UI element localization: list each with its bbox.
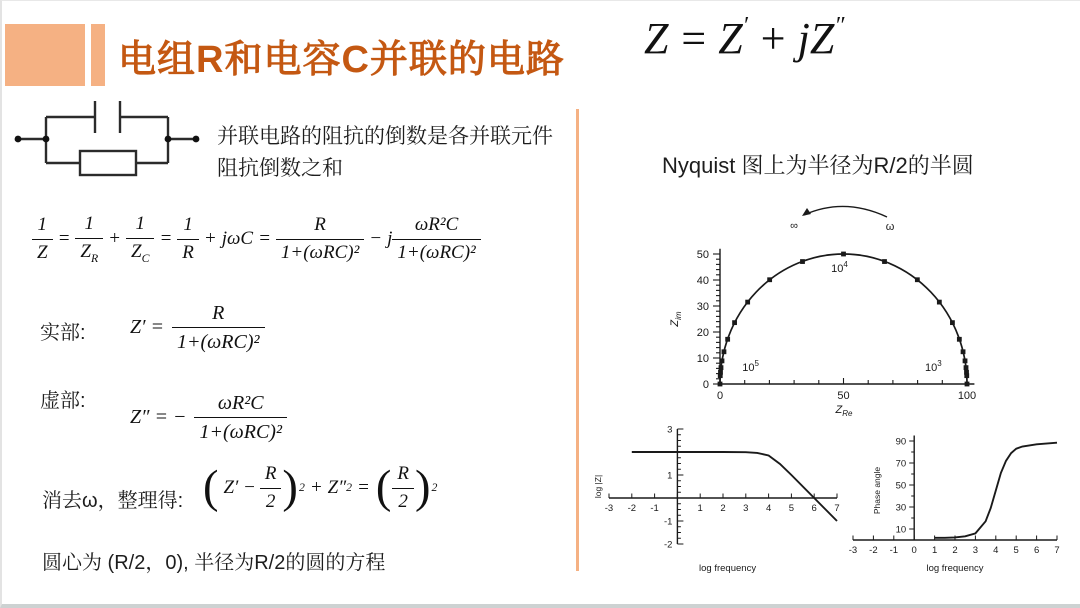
svg-text:-2: -2 [627,503,637,514]
svg-text:2: 2 [720,503,726,514]
math-token: Z″ [327,477,347,499]
svg-text:50: 50 [837,390,850,402]
fraction: $\frac{R}{\text{1+(ωRC)²}}$ [172,301,265,354]
real-part-label: 实部: [40,322,86,344]
nyquist-plot [652,189,1072,426]
parallel-rc-circuit-diagram [10,99,210,184]
operator: = [258,228,271,250]
page-title: 电组R和电容C并联的电路 [118,39,565,81]
impedance-definition-formula [644,13,844,64]
fraction: $\frac{\text{ωR²C}}{\text{1+(ωRC)²}}$ [392,214,480,265]
svg-text:-1: -1 [663,516,673,528]
operator: + [203,228,217,250]
math-token: j [387,228,393,250]
svg-text:-3: -3 [604,503,614,514]
math-token: = [678,14,709,63]
section-divider [576,109,579,571]
bode-phase-plot [845,419,1080,587]
svg-text:105: $10^5$ [742,359,759,374]
exponent: 2 [346,481,353,495]
left-terminal-dot [15,136,22,143]
math-token: ′ [742,13,748,39]
main-impedance-equation [32,213,481,266]
svg-text:1: 1 [667,470,673,482]
real-part-equation [130,301,265,354]
math-token: Z′ = [130,316,164,338]
circle-note: 圆心为 (R/2，0), 半径为R/2的圆的方程 [42,552,386,574]
svg-text:5: 5 [1013,545,1019,556]
operator: = [357,477,370,499]
fraction: $\frac{\text{ωR²C}}{\text{1+(ωRC)²}}$ [194,391,287,444]
imaginary-part-label: 虚部: [40,390,86,412]
circle-equation: ( Z′ − $\frac{R}{2}$ ) 2 + Z″ 2 = ( $\frac{R}{2}$ ) 2 [203,462,438,514]
math-token: Z″ = − [130,406,187,428]
fraction: $\frac{R}{\text{1+(ωRC)²}}$ [276,214,364,265]
svg-text:ω: ω [885,221,895,233]
svg-text:4: 4 [765,503,772,514]
svg-text:4: 4 [993,545,999,556]
svg-text:-1: -1 [889,545,899,556]
operator: = [159,228,173,250]
svg-text:-2: -2 [869,545,878,556]
svg-text:Zim: $Z_{im}$ [669,311,683,327]
math-token: + [757,14,788,63]
fraction: $\frac{1}{R}$ [177,214,199,265]
math-token: ″ [834,13,845,39]
svg-text:log |Z|: log |Z| [593,474,603,499]
resistor-symbol [80,151,136,175]
svg-text:1: 1 [697,503,703,514]
math-token: Z [718,14,743,63]
eliminate-omega-label: 消去ω，整理得: [42,490,184,512]
svg-text:50: 50 [696,249,709,261]
intro-line-1: 并联电路的阻抗的倒数是各并联元件 [217,125,553,148]
svg-text:30: 30 [696,301,709,313]
svg-text:7: 7 [1054,545,1060,556]
right-terminal-dot [193,136,200,143]
svg-text:7: 7 [834,503,840,514]
fraction: $\frac{1}{Z_C}$ [126,213,154,266]
svg-text:103: $10^3$ [925,359,942,374]
svg-text:3: 3 [743,503,749,514]
svg-text:3: 3 [667,424,673,436]
operator: + [108,228,121,250]
svg-text:5: 5 [788,503,795,514]
svg-text:log frequency: log frequency [699,563,757,574]
intro-line-2: 阻抗倒数之和 [217,156,343,180]
svg-text:Phase angle: Phase angle [872,466,882,515]
math-token: Z′ − [223,477,256,499]
svg-text:∞: ∞ [790,220,798,232]
nyquist-caption: Nyquist 图上为半径为R/2的半圆 [662,153,974,178]
svg-text:10: 10 [895,524,907,536]
math-token: jωC [221,228,254,250]
svg-text:0: 0 [911,545,917,556]
svg-text:30: 30 [895,502,907,514]
math-token: Z [644,14,669,63]
svg-text:-3: -3 [848,545,858,556]
header-accent-block [5,24,85,86]
fraction: $\frac{R}{2}$ [260,463,282,514]
svg-text:50: 50 [895,480,907,492]
left-junction-dot [43,136,50,143]
exponent: 2 [431,481,438,495]
svg-text:-1: -1 [650,503,659,514]
operator: − [369,228,383,250]
operator: = [57,228,71,250]
svg-text:2: 2 [952,545,958,556]
fraction: $\frac{1}{Z_R}$ [75,213,103,266]
svg-text:100: 100 [957,390,977,402]
svg-text:70: 70 [895,458,907,470]
fraction: $\frac{R}{2}$ [392,463,414,514]
exponent: 2 [298,481,305,495]
math-token: jZ [797,14,835,63]
header-accent-bar [91,24,105,86]
right-junction-dot [165,136,172,143]
svg-text:90: 90 [895,436,907,448]
svg-text:6: 6 [1033,545,1040,556]
svg-text:log frequency: log frequency [926,563,984,574]
svg-text:3: 3 [972,545,979,556]
operator: + [309,477,323,499]
svg-text:-2: -2 [663,539,673,551]
intro-text [217,121,553,184]
svg-text:0: 0 [702,379,709,391]
svg-text:40: 40 [696,275,709,287]
svg-text:6: 6 [811,503,817,514]
fraction: $\frac{1}{Z}$ [32,214,53,265]
svg-text:ZRe: $Z_{Re}$ [835,404,853,418]
bode-magnitude-plot [592,419,850,587]
svg-text:10: 10 [696,353,709,365]
imaginary-part-equation [130,391,287,444]
svg-text:1: 1 [931,545,938,556]
svg-text:0: 0 [716,390,724,402]
svg-text:104: $10^4$ [831,260,848,276]
svg-text:20: 20 [696,327,709,339]
